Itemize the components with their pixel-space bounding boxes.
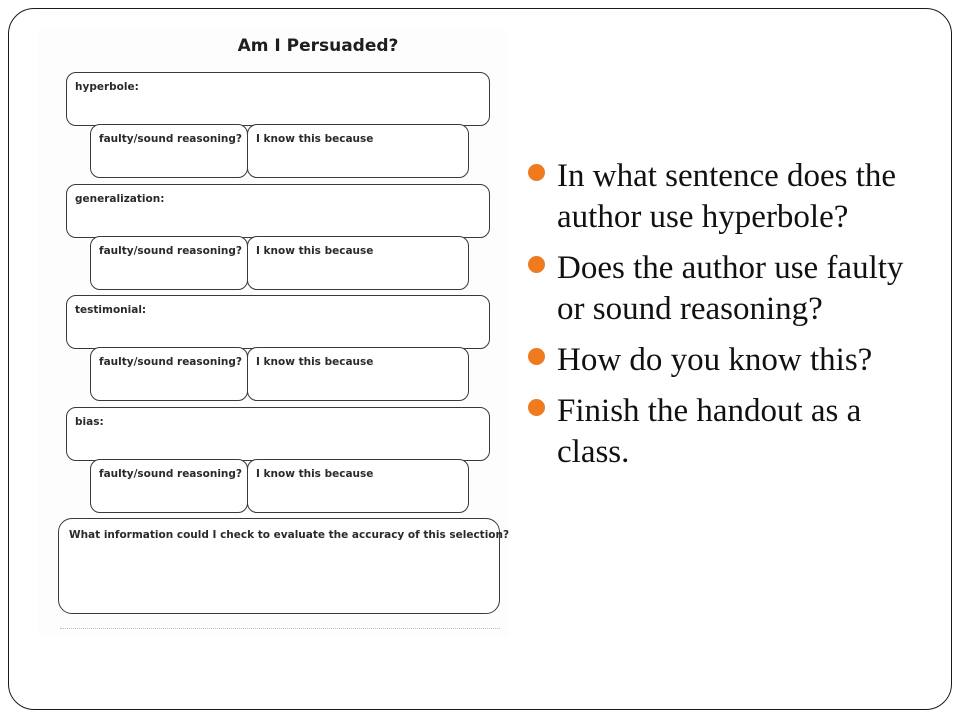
bullet-list [528, 156, 918, 483]
generalization-reasoning-box [90, 236, 248, 290]
testimonial-evidence-box [247, 347, 469, 401]
handout-footer [60, 628, 500, 633]
hyperbole-evidence-box [247, 124, 469, 178]
bias-evidence-box [247, 459, 469, 513]
reasoning-label: faulty/sound reasoning? [99, 468, 243, 480]
reasoning-label: faulty/sound reasoning? [99, 356, 243, 368]
bullet-dot-icon [528, 256, 545, 273]
bullet-item [528, 248, 918, 330]
hyperbole-label: hyperbole: [75, 81, 139, 93]
bullet-text: In what sentence does the author use hyperbole? [557, 158, 897, 235]
bias-box [66, 407, 490, 461]
evidence-label: I know this because [256, 245, 374, 257]
bullet-text: Finish the handout as a class. [557, 393, 862, 470]
bullet-item [528, 391, 918, 473]
bias-label: bias: [75, 416, 104, 428]
bullet-item [528, 156, 918, 238]
bullet-dot-icon [528, 348, 545, 365]
bullet-dot-icon [528, 164, 545, 181]
hyperbole-box [66, 72, 490, 126]
bias-reasoning-box [90, 459, 248, 513]
reasoning-label: faulty/sound reasoning? [99, 133, 243, 145]
generalization-evidence-box [247, 236, 469, 290]
final-question-label: What information could I check to evaluate the accuracy of this selection? [69, 529, 510, 541]
bullet-item [528, 340, 918, 381]
generalization-box [66, 184, 490, 238]
evidence-label: I know this because [256, 133, 374, 145]
reasoning-label: faulty/sound reasoning? [99, 245, 243, 257]
bullet-text: How do you know this? [557, 342, 873, 378]
bullet-dot-icon [528, 399, 545, 416]
handout-image [38, 30, 508, 636]
testimonial-box [66, 295, 490, 349]
evidence-label: I know this because [256, 468, 374, 480]
hyperbole-reasoning-box [90, 124, 248, 178]
evidence-label: I know this because [256, 356, 374, 368]
generalization-label: generalization: [75, 193, 165, 205]
handout-title: Am I Persuaded? [237, 36, 399, 56]
bullet-text: Does the author use faulty or sound reasoning? [557, 250, 904, 327]
testimonial-reasoning-box [90, 347, 248, 401]
testimonial-label: testimonial: [75, 304, 147, 316]
final-question-box [58, 518, 510, 614]
